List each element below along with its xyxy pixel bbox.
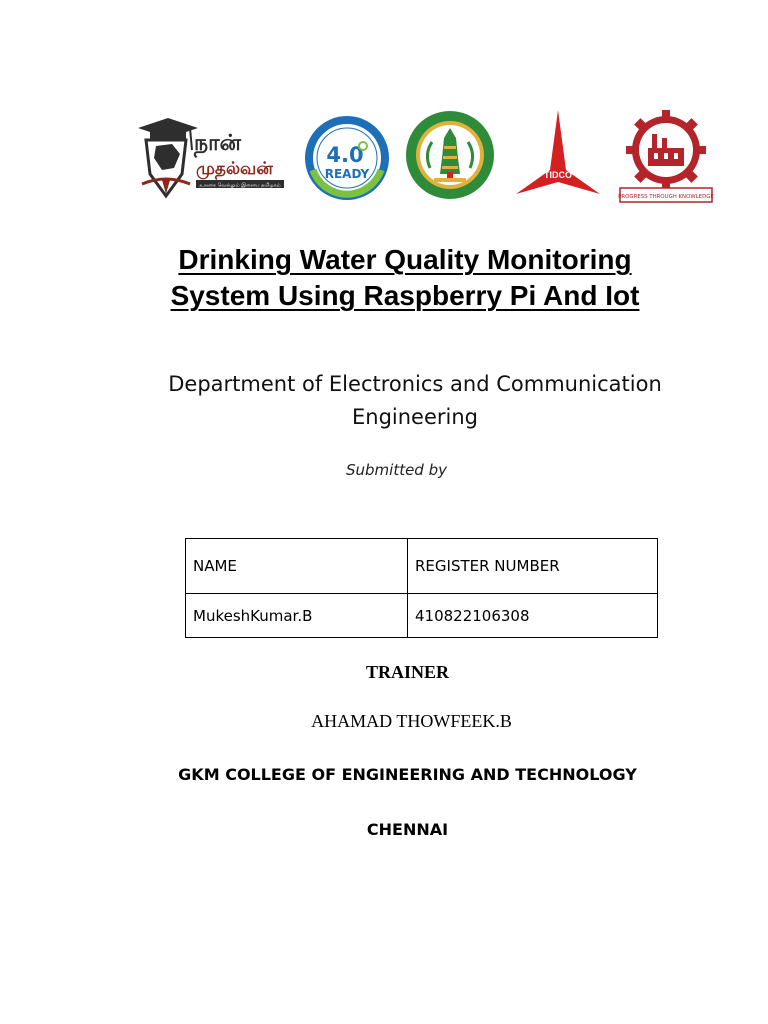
department <box>130 368 700 434</box>
ready-big: 4.0 <box>326 143 364 167</box>
anna-banner: PROGRESS THROUGH KNOWLEDGE <box>618 194 714 200</box>
naan-line1: நான் <box>194 131 241 156</box>
tamil-nadu-emblem-logo <box>404 108 496 202</box>
title-line-1: Drinking Water Quality Monitoring <box>178 244 632 275</box>
submitted-by-label: Submitted by <box>345 461 447 479</box>
student-table <box>185 538 658 638</box>
trainer-label: TRAINER <box>365 662 449 682</box>
tidco-label: TIDCO <box>544 170 572 180</box>
anna-university-logo <box>618 108 714 204</box>
city-name: CHENNAI <box>366 820 449 839</box>
industry-4-ready-logo <box>303 114 391 202</box>
college-name: GKM COLLEGE OF ENGINEERING AND TECHNOLOGY <box>178 765 637 784</box>
student-name: MukeshKumar.B <box>186 594 408 638</box>
ready-small: READY <box>324 167 370 181</box>
header-name: NAME <box>186 539 408 594</box>
project-title <box>140 242 670 314</box>
tidco-logo <box>514 108 602 202</box>
student-register-number: 410822106308 <box>408 594 658 638</box>
naan-tagline: உலகை வெல்லும் இளைய தமிழகம் <box>199 182 281 189</box>
header-register-number: REGISTER NUMBER <box>408 539 658 594</box>
title-line-2: System Using Raspberry Pi And Iot <box>170 280 640 311</box>
department-line-2: Engineering <box>352 405 478 429</box>
table-row <box>186 594 658 638</box>
naan-line2: முதல்வன் <box>196 159 273 179</box>
department-line-1: Department of Electronics and Communication <box>168 372 662 396</box>
trainer-name: AHAMAD THOWFEEK.B <box>311 711 512 731</box>
naan-mudhalvan-logo <box>136 114 286 202</box>
table-header-row <box>186 539 658 594</box>
